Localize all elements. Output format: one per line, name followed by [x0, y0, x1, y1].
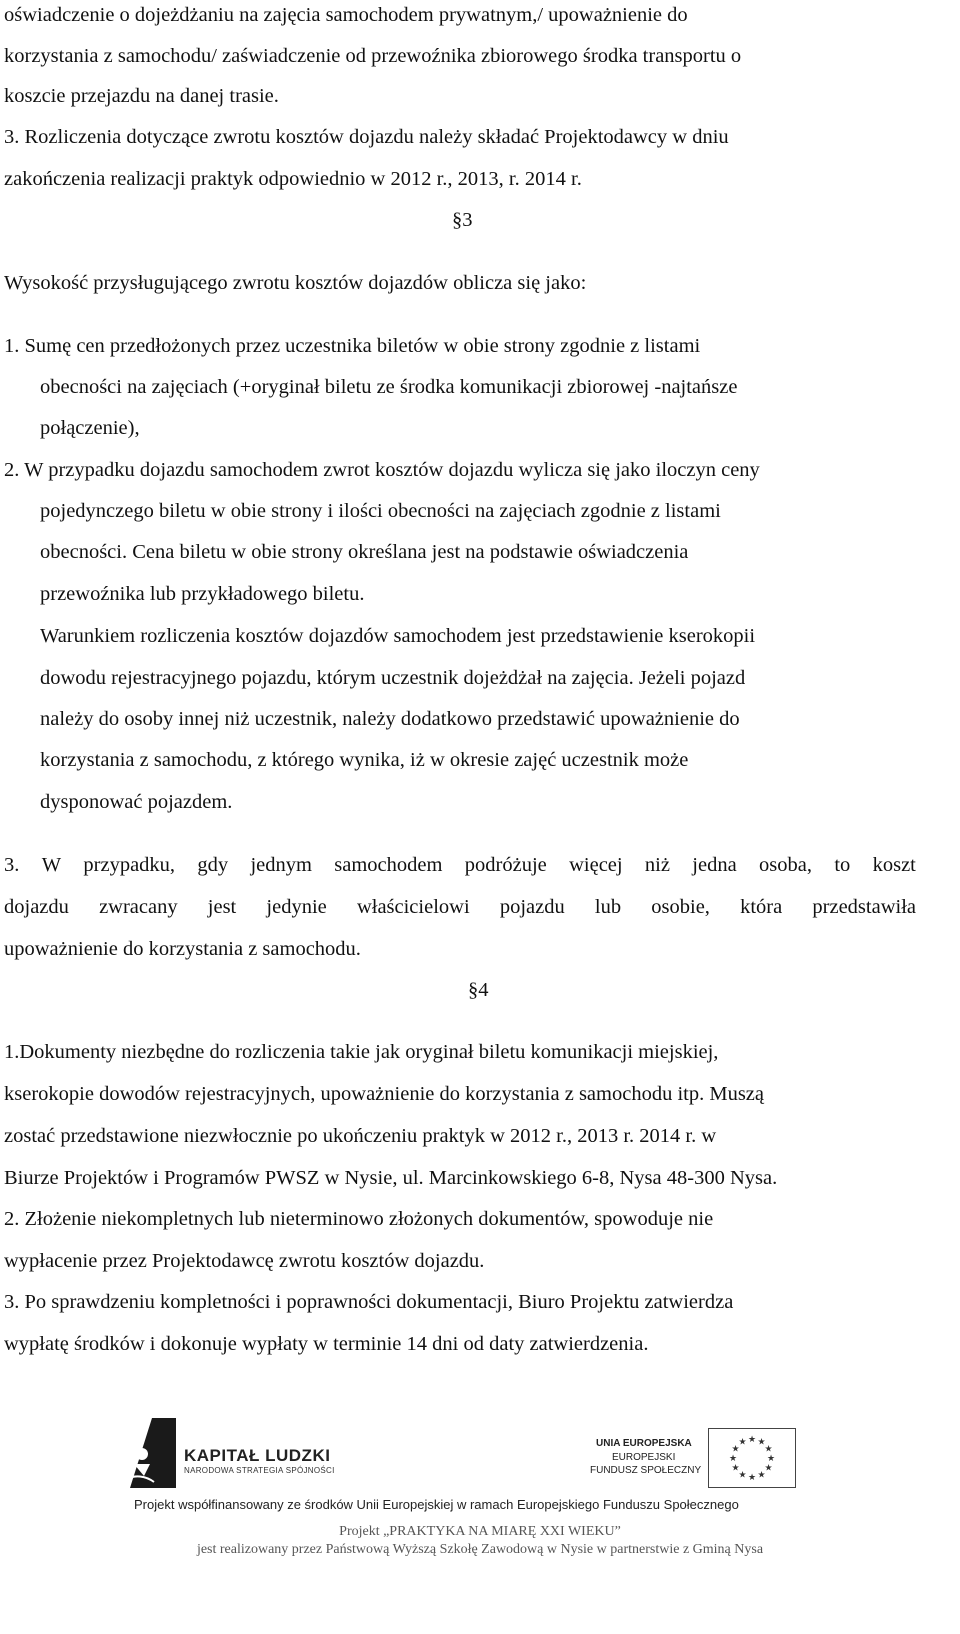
eu-flag-icon	[708, 1428, 796, 1488]
eu-star-icon: ★	[731, 1443, 740, 1454]
word: samochodem	[334, 854, 443, 876]
text-line: Wysokość przysługującego zwrotu kosztów dojazdów oblicza się jako:	[4, 272, 587, 294]
word: która	[740, 896, 783, 918]
project-name: Projekt „PRAKTYKA NA MIARĘ XXI WIEKU”	[339, 1524, 621, 1539]
text-line: wypłatę środków i dokonuje wypłaty w terminie 14 dni od daty zatwierdzenia.	[4, 1333, 649, 1355]
word: jednym	[250, 854, 312, 876]
text-line: Warunkiem rozliczenia kosztów dojazdów samochodem jest przedstawienie kserokopii	[40, 625, 756, 647]
text-line: 3. Rozliczenia dotyczące zwrotu kosztów dojazdu należy składać Projektodawcy w dniu	[4, 126, 729, 148]
text-line: oświadczenie o dojeżdżaniu na zajęcia samochodem prywatnym,/ upoważnienie do	[4, 4, 688, 26]
text-line: połączenie),	[40, 417, 140, 439]
list-item-line: 2. W przypadku dojazdu samochodem zwrot kosztów dojazdu wylicza się jako iloczyn ceny	[4, 459, 760, 481]
text-line-justified	[4, 895, 916, 919]
eu-star-icon: ★	[764, 1443, 773, 1454]
word: W	[41, 854, 62, 876]
text-line: korzystania z samochodu/ zaświadczenie od przewoźnika zbiorowego środka transportu o	[4, 45, 742, 67]
text-line: zostać przedstawione niezwłocznie po ukończeniu praktyk w 2012 r., 2013 r. 2014 r. w	[4, 1125, 717, 1147]
word: osoba,	[759, 854, 812, 876]
project-implementer: jest realizowany przez Państwową Wyższą Szkołę Zawodową w Nysie w partnerstwie z Gminą Nysa	[196, 1542, 764, 1557]
text-line: koszcie przejazdu na danej trasie.	[4, 85, 279, 107]
ue-subtitle-2: FUNDUSZ SPOŁECZNY	[590, 1465, 702, 1476]
word: jedna	[692, 854, 737, 876]
text-line: Biurze Projektów i Programów PWSZ w Nysie, ul. Marcinkowskiego 6-8, Nysa 48-300 Nysa.	[4, 1167, 778, 1189]
eu-star-icon: ★	[766, 1453, 776, 1463]
text-line: korzystania z samochodu, z którego wynika, iż w okresie zajęć uczestnik może	[40, 749, 689, 771]
text-line: pojedynczego biletu w obie strony i ilości obecności na zajęciach zgodnie z listami	[40, 500, 721, 522]
word: przedstawiła	[812, 896, 916, 918]
text-line: dysponować pojazdem.	[40, 791, 233, 813]
kapital-ludzki-logo-icon	[120, 1418, 176, 1488]
ue-title: UNIA EUROPEJSKA	[596, 1438, 692, 1449]
eu-star-icon: ★	[731, 1462, 740, 1473]
eu-star-icon: ★	[757, 1469, 766, 1480]
list-item-line: 1. Sumę cen przedłożonych przez uczestnika biletów w obie strony zgodnie z listami	[4, 335, 701, 357]
text-line: 1.Dokumenty niezbędne do rozliczenia takie jak oryginał biletu komunikacji miejskiej,	[4, 1041, 719, 1063]
kapital-ludzki-subtitle: NARODOWA STRATEGIA SPÓJNOŚCI	[184, 1466, 335, 1475]
word: pojazdu	[499, 896, 565, 918]
word: lub	[594, 896, 622, 918]
text-line: obecności na zajęciach (+oryginał biletu ze środka komunikacji zbiorowej -najtańsze	[40, 376, 738, 398]
eu-star-icon: ★	[728, 1453, 738, 1463]
word: zwracany	[99, 896, 178, 918]
word: to	[834, 854, 851, 876]
eu-star-icon: ★	[757, 1436, 766, 1447]
word: osobie,	[651, 896, 710, 918]
word: gdy	[197, 854, 229, 876]
text-line: upoważnienie do korzystania z samochodu.	[4, 938, 361, 960]
text-line: zakończenia realizacji praktyk odpowiednio w 2012 r., 2013, r. 2014 r.	[4, 168, 582, 190]
word: przypadku,	[83, 854, 176, 876]
text-line-justified	[4, 853, 916, 877]
word: koszt	[872, 854, 916, 876]
eu-star-icon: ★	[747, 1472, 757, 1482]
eu-star-icon: ★	[738, 1469, 747, 1480]
text-line: kserokopie dowodów rejestracyjnych, upoważnienie do korzystania z samochodu itp. Muszą	[4, 1083, 764, 1105]
word: jest	[207, 896, 237, 918]
text-line: obecności. Cena biletu w obie strony określana jest na podstawie oświadczenia	[40, 541, 689, 563]
word: podróżuje	[464, 854, 547, 876]
section-heading: §4	[468, 979, 489, 1001]
word: 3.	[4, 854, 20, 876]
ue-subtitle-1: EUROPEJSKI	[612, 1452, 676, 1463]
text-line: 3. Po sprawdzeniu kompletności i poprawności dokumentacji, Biuro Projektu zatwierdza	[4, 1291, 734, 1313]
text-line: dowodu rejestracyjnego pojazdu, którym uczestnik dojeżdżał na zajęcia. Jeżeli pojazd	[40, 667, 746, 689]
word: niż	[644, 854, 670, 876]
text-line: wypłacenie przez Projektodawcę zwrotu kosztów dojazdu.	[4, 1250, 485, 1272]
eu-star-icon: ★	[738, 1436, 747, 1447]
word: właścicielowi	[356, 896, 470, 918]
text-line: należy do osoby innej niż uczestnik, należy dodatkowo przedstawić upoważnienie do	[40, 708, 740, 730]
cofinancing-note: Projekt współfinansowany ze środków Unii Europejskiej w ramach Europejskiego Funduszu Społecznego	[134, 1497, 739, 1512]
text-line: przewoźnika lub przykładowego biletu.	[40, 583, 365, 605]
kapital-ludzki-title: KAPITAŁ LUDZKI	[184, 1446, 331, 1465]
text-line: 2. Złożenie niekompletnych lub nieterminowo złożonych dokumentów, spowoduje nie	[4, 1208, 714, 1230]
section-heading: §3	[452, 209, 473, 231]
word: jedynie	[266, 896, 327, 918]
word: dojazdu	[4, 896, 69, 918]
eu-star-icon: ★	[747, 1434, 757, 1444]
word: więcej	[569, 854, 623, 876]
eu-star-icon: ★	[764, 1462, 773, 1473]
